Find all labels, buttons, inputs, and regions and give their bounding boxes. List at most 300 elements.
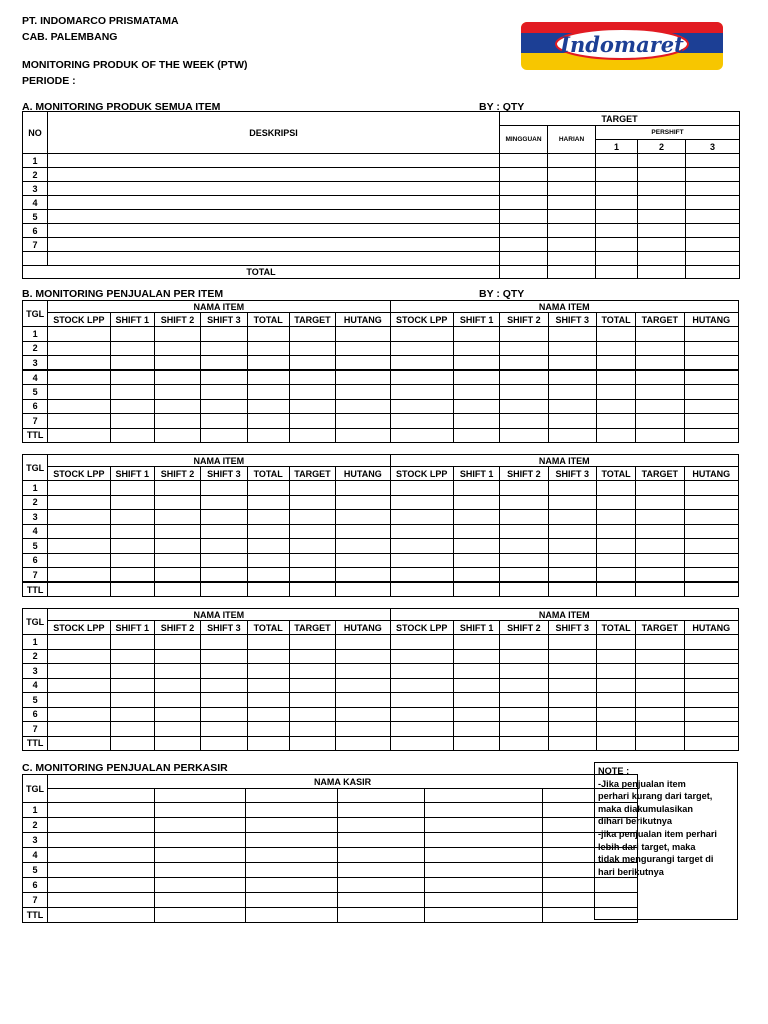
- input-cell[interactable]: [390, 707, 453, 722]
- input-cell[interactable]: [289, 481, 335, 496]
- input-cell[interactable]: [548, 196, 596, 210]
- input-cell[interactable]: [336, 722, 390, 737]
- input-cell[interactable]: [684, 428, 739, 443]
- input-cell[interactable]: [246, 803, 338, 818]
- input-cell[interactable]: [453, 356, 499, 371]
- input-cell[interactable]: [48, 693, 110, 708]
- input-cell[interactable]: [500, 428, 548, 443]
- input-cell[interactable]: [289, 707, 335, 722]
- input-cell[interactable]: [48, 481, 110, 496]
- input-cell[interactable]: [48, 210, 500, 224]
- input-cell[interactable]: [453, 495, 499, 510]
- input-cell[interactable]: [336, 385, 390, 400]
- input-cell[interactable]: [636, 678, 684, 693]
- input-cell[interactable]: [48, 510, 110, 525]
- input-cell[interactable]: [548, 356, 596, 371]
- input-cell[interactable]: [48, 893, 155, 908]
- input-cell[interactable]: [636, 722, 684, 737]
- input-cell[interactable]: [246, 893, 338, 908]
- input-cell[interactable]: [596, 182, 638, 196]
- input-cell[interactable]: [390, 327, 453, 342]
- input-cell[interactable]: [453, 664, 499, 679]
- input-cell[interactable]: [684, 414, 739, 429]
- input-cell[interactable]: [201, 736, 247, 751]
- input-cell[interactable]: [453, 635, 499, 650]
- input-cell[interactable]: [684, 524, 739, 539]
- input-cell[interactable]: [110, 664, 154, 679]
- input-cell[interactable]: [154, 707, 200, 722]
- input-cell[interactable]: [390, 428, 453, 443]
- input-cell[interactable]: [48, 553, 110, 568]
- input-cell[interactable]: [548, 341, 596, 356]
- input-cell[interactable]: [596, 370, 635, 385]
- input-cell[interactable]: [110, 722, 154, 737]
- input-cell[interactable]: [246, 863, 338, 878]
- input-cell[interactable]: [48, 168, 500, 182]
- input-cell[interactable]: [548, 168, 596, 182]
- input-cell[interactable]: [154, 414, 200, 429]
- input-cell[interactable]: [48, 252, 500, 266]
- input-cell[interactable]: [686, 196, 740, 210]
- input-cell[interactable]: [684, 399, 739, 414]
- input-cell[interactable]: [48, 818, 155, 833]
- input-cell[interactable]: [48, 568, 110, 583]
- input-cell[interactable]: [596, 568, 635, 583]
- input-cell[interactable]: [201, 510, 247, 525]
- input-cell[interactable]: [48, 878, 155, 893]
- input-cell[interactable]: [390, 635, 453, 650]
- input-cell[interactable]: [548, 238, 596, 252]
- input-cell[interactable]: [289, 495, 335, 510]
- input-cell[interactable]: [500, 238, 548, 252]
- input-cell[interactable]: [154, 568, 200, 583]
- input-cell[interactable]: [289, 635, 335, 650]
- input-cell[interactable]: [636, 736, 684, 751]
- input-cell[interactable]: [684, 539, 739, 554]
- input-cell[interactable]: [154, 510, 200, 525]
- input-cell[interactable]: [500, 370, 548, 385]
- input-cell[interactable]: [48, 664, 110, 679]
- input-cell[interactable]: [247, 736, 289, 751]
- input-cell[interactable]: [48, 539, 110, 554]
- input-cell[interactable]: [596, 168, 638, 182]
- input-cell[interactable]: [425, 863, 543, 878]
- input-cell[interactable]: [548, 553, 596, 568]
- input-cell[interactable]: [289, 428, 335, 443]
- input-cell[interactable]: [201, 649, 247, 664]
- input-cell[interactable]: [201, 722, 247, 737]
- input-cell[interactable]: [638, 210, 686, 224]
- input-cell[interactable]: [48, 327, 110, 342]
- input-cell[interactable]: [155, 818, 246, 833]
- input-cell[interactable]: [110, 693, 154, 708]
- input-cell[interactable]: [48, 678, 110, 693]
- input-cell[interactable]: [453, 385, 499, 400]
- input-cell[interactable]: [155, 803, 246, 818]
- input-cell[interactable]: [500, 224, 548, 238]
- input-cell[interactable]: [684, 582, 739, 597]
- input-cell[interactable]: [48, 635, 110, 650]
- input-cell[interactable]: [390, 693, 453, 708]
- input-cell[interactable]: [246, 908, 338, 923]
- input-cell[interactable]: [500, 356, 548, 371]
- input-cell[interactable]: [636, 524, 684, 539]
- input-cell[interactable]: [154, 678, 200, 693]
- input-cell[interactable]: [289, 399, 335, 414]
- input-cell[interactable]: [336, 635, 390, 650]
- input-cell[interactable]: [684, 693, 739, 708]
- input-cell[interactable]: [201, 327, 247, 342]
- input-cell[interactable]: [596, 635, 635, 650]
- input-cell[interactable]: [289, 736, 335, 751]
- input-cell[interactable]: [154, 635, 200, 650]
- input-cell[interactable]: [247, 370, 289, 385]
- input-cell[interactable]: [500, 168, 548, 182]
- input-cell[interactable]: [638, 154, 686, 168]
- input-cell[interactable]: [453, 399, 499, 414]
- input-cell[interactable]: [390, 539, 453, 554]
- input-cell[interactable]: [425, 833, 543, 848]
- input-cell[interactable]: [338, 878, 425, 893]
- input-cell[interactable]: [684, 510, 739, 525]
- input-cell[interactable]: [596, 385, 635, 400]
- item-name-header[interactable]: NAMA ITEM: [48, 455, 390, 467]
- input-cell[interactable]: [684, 707, 739, 722]
- input-cell[interactable]: [110, 385, 154, 400]
- input-cell[interactable]: [636, 414, 684, 429]
- input-cell[interactable]: [638, 266, 686, 279]
- input-cell[interactable]: [247, 327, 289, 342]
- input-cell[interactable]: [154, 356, 200, 371]
- input-cell[interactable]: [686, 238, 740, 252]
- input-cell[interactable]: [684, 722, 739, 737]
- input-cell[interactable]: [336, 370, 390, 385]
- input-cell[interactable]: [500, 399, 548, 414]
- input-cell[interactable]: [636, 582, 684, 597]
- input-cell[interactable]: [636, 385, 684, 400]
- input-cell[interactable]: [247, 539, 289, 554]
- input-cell[interactable]: [201, 568, 247, 583]
- input-cell[interactable]: [289, 582, 335, 597]
- input-cell[interactable]: [154, 385, 200, 400]
- input-cell[interactable]: [686, 182, 740, 196]
- input-cell[interactable]: [48, 399, 110, 414]
- input-cell[interactable]: [548, 224, 596, 238]
- input-cell[interactable]: [246, 833, 338, 848]
- cashier-cell[interactable]: [246, 789, 338, 803]
- input-cell[interactable]: [453, 678, 499, 693]
- input-cell[interactable]: [247, 481, 289, 496]
- input-cell[interactable]: [336, 693, 390, 708]
- input-cell[interactable]: [48, 356, 110, 371]
- input-cell[interactable]: [336, 356, 390, 371]
- input-cell[interactable]: [155, 833, 246, 848]
- input-cell[interactable]: [500, 414, 548, 429]
- input-cell[interactable]: [548, 582, 596, 597]
- input-cell[interactable]: [289, 722, 335, 737]
- input-cell[interactable]: [154, 582, 200, 597]
- input-cell[interactable]: [247, 693, 289, 708]
- input-cell[interactable]: [201, 399, 247, 414]
- input-cell[interactable]: [48, 707, 110, 722]
- input-cell[interactable]: [453, 370, 499, 385]
- input-cell[interactable]: [636, 649, 684, 664]
- input-cell[interactable]: [500, 678, 548, 693]
- input-cell[interactable]: [390, 341, 453, 356]
- input-cell[interactable]: [201, 356, 247, 371]
- input-cell[interactable]: [453, 327, 499, 342]
- item-name-header[interactable]: NAMA ITEM: [48, 609, 390, 621]
- input-cell[interactable]: [110, 678, 154, 693]
- input-cell[interactable]: [638, 252, 686, 266]
- input-cell[interactable]: [500, 664, 548, 679]
- input-cell[interactable]: [596, 327, 635, 342]
- input-cell[interactable]: [596, 495, 635, 510]
- input-cell[interactable]: [390, 678, 453, 693]
- input-cell[interactable]: [548, 539, 596, 554]
- input-cell[interactable]: [500, 210, 548, 224]
- input-cell[interactable]: [638, 224, 686, 238]
- input-cell[interactable]: [500, 649, 548, 664]
- input-cell[interactable]: [48, 495, 110, 510]
- input-cell[interactable]: [201, 370, 247, 385]
- item-name-header[interactable]: NAMA ITEM: [390, 301, 738, 313]
- input-cell[interactable]: [110, 327, 154, 342]
- input-cell[interactable]: [154, 693, 200, 708]
- input-cell[interactable]: [154, 539, 200, 554]
- input-cell[interactable]: [596, 238, 638, 252]
- input-cell[interactable]: [48, 649, 110, 664]
- input-cell[interactable]: [390, 582, 453, 597]
- input-cell[interactable]: [390, 510, 453, 525]
- input-cell[interactable]: [453, 341, 499, 356]
- input-cell[interactable]: [201, 414, 247, 429]
- input-cell[interactable]: [686, 252, 740, 266]
- input-cell[interactable]: [596, 356, 635, 371]
- input-cell[interactable]: [500, 510, 548, 525]
- input-cell[interactable]: [548, 154, 596, 168]
- input-cell[interactable]: [548, 385, 596, 400]
- input-cell[interactable]: [453, 481, 499, 496]
- input-cell[interactable]: [336, 707, 390, 722]
- input-cell[interactable]: [390, 649, 453, 664]
- input-cell[interactable]: [390, 495, 453, 510]
- input-cell[interactable]: [636, 495, 684, 510]
- input-cell[interactable]: [289, 356, 335, 371]
- input-cell[interactable]: [500, 266, 548, 279]
- input-cell[interactable]: [684, 736, 739, 751]
- input-cell[interactable]: [596, 649, 635, 664]
- input-cell[interactable]: [154, 524, 200, 539]
- input-cell[interactable]: [500, 341, 548, 356]
- input-cell[interactable]: [289, 693, 335, 708]
- input-cell[interactable]: [390, 664, 453, 679]
- input-cell[interactable]: [336, 399, 390, 414]
- input-cell[interactable]: [247, 428, 289, 443]
- input-cell[interactable]: [48, 803, 155, 818]
- input-cell[interactable]: [596, 582, 635, 597]
- input-cell[interactable]: [636, 327, 684, 342]
- input-cell[interactable]: [110, 510, 154, 525]
- input-cell[interactable]: [48, 908, 155, 923]
- input-cell[interactable]: [48, 196, 500, 210]
- input-cell[interactable]: [336, 553, 390, 568]
- input-cell[interactable]: [110, 495, 154, 510]
- input-cell[interactable]: [201, 385, 247, 400]
- input-cell[interactable]: [110, 481, 154, 496]
- input-cell[interactable]: [453, 582, 499, 597]
- input-cell[interactable]: [684, 481, 739, 496]
- input-cell[interactable]: [453, 524, 499, 539]
- input-cell[interactable]: [596, 693, 635, 708]
- input-cell[interactable]: [636, 553, 684, 568]
- input-cell[interactable]: [48, 182, 500, 196]
- input-cell[interactable]: [686, 168, 740, 182]
- input-cell[interactable]: [201, 539, 247, 554]
- input-cell[interactable]: [154, 399, 200, 414]
- input-cell[interactable]: [684, 635, 739, 650]
- input-cell[interactable]: [500, 736, 548, 751]
- input-cell[interactable]: [48, 370, 110, 385]
- input-cell[interactable]: [636, 428, 684, 443]
- input-cell[interactable]: [48, 428, 110, 443]
- input-cell[interactable]: [425, 818, 543, 833]
- input-cell[interactable]: [425, 908, 543, 923]
- input-cell[interactable]: [453, 693, 499, 708]
- input-cell[interactable]: [338, 893, 425, 908]
- input-cell[interactable]: [110, 399, 154, 414]
- input-cell[interactable]: [500, 385, 548, 400]
- input-cell[interactable]: [596, 736, 635, 751]
- input-cell[interactable]: [110, 649, 154, 664]
- input-cell[interactable]: [500, 722, 548, 737]
- input-cell[interactable]: [110, 582, 154, 597]
- input-cell[interactable]: [247, 678, 289, 693]
- input-cell[interactable]: [48, 582, 110, 597]
- input-cell[interactable]: [596, 553, 635, 568]
- input-cell[interactable]: [548, 693, 596, 708]
- input-cell[interactable]: [155, 878, 246, 893]
- input-cell[interactable]: [154, 370, 200, 385]
- input-cell[interactable]: [336, 678, 390, 693]
- input-cell[interactable]: [155, 848, 246, 863]
- input-cell[interactable]: [289, 510, 335, 525]
- input-cell[interactable]: [289, 327, 335, 342]
- input-cell[interactable]: [596, 722, 635, 737]
- input-cell[interactable]: [201, 495, 247, 510]
- input-cell[interactable]: [636, 341, 684, 356]
- input-cell[interactable]: [638, 196, 686, 210]
- input-cell[interactable]: [336, 582, 390, 597]
- input-cell[interactable]: [247, 495, 289, 510]
- input-cell[interactable]: [596, 664, 635, 679]
- input-cell[interactable]: [201, 428, 247, 443]
- input-cell[interactable]: [338, 848, 425, 863]
- input-cell[interactable]: [638, 182, 686, 196]
- cashier-cell[interactable]: [155, 789, 246, 803]
- input-cell[interactable]: [686, 154, 740, 168]
- input-cell[interactable]: [548, 481, 596, 496]
- input-cell[interactable]: [390, 524, 453, 539]
- input-cell[interactable]: [636, 510, 684, 525]
- input-cell[interactable]: [48, 414, 110, 429]
- input-cell[interactable]: [110, 524, 154, 539]
- input-cell[interactable]: [596, 510, 635, 525]
- input-cell[interactable]: [154, 495, 200, 510]
- input-cell[interactable]: [336, 414, 390, 429]
- input-cell[interactable]: [548, 182, 596, 196]
- input-cell[interactable]: [425, 848, 543, 863]
- input-cell[interactable]: [154, 428, 200, 443]
- input-cell[interactable]: [336, 649, 390, 664]
- input-cell[interactable]: [636, 481, 684, 496]
- input-cell[interactable]: [289, 649, 335, 664]
- input-cell[interactable]: [48, 848, 155, 863]
- input-cell[interactable]: [289, 341, 335, 356]
- input-cell[interactable]: [110, 635, 154, 650]
- input-cell[interactable]: [338, 863, 425, 878]
- input-cell[interactable]: [390, 370, 453, 385]
- input-cell[interactable]: [336, 428, 390, 443]
- input-cell[interactable]: [247, 568, 289, 583]
- input-cell[interactable]: [390, 553, 453, 568]
- input-cell[interactable]: [48, 833, 155, 848]
- input-cell[interactable]: [390, 722, 453, 737]
- input-cell[interactable]: [500, 524, 548, 539]
- input-cell[interactable]: [155, 893, 246, 908]
- input-cell[interactable]: [596, 524, 635, 539]
- input-cell[interactable]: [500, 481, 548, 496]
- input-cell[interactable]: [154, 649, 200, 664]
- input-cell[interactable]: [48, 341, 110, 356]
- input-cell[interactable]: [684, 568, 739, 583]
- input-cell[interactable]: [686, 266, 740, 279]
- input-cell[interactable]: [48, 524, 110, 539]
- input-cell[interactable]: [336, 664, 390, 679]
- input-cell[interactable]: [548, 664, 596, 679]
- input-cell[interactable]: [684, 649, 739, 664]
- input-cell[interactable]: [453, 707, 499, 722]
- input-cell[interactable]: [201, 707, 247, 722]
- input-cell[interactable]: [684, 356, 739, 371]
- input-cell[interactable]: [247, 722, 289, 737]
- input-cell[interactable]: [336, 327, 390, 342]
- input-cell[interactable]: [453, 428, 499, 443]
- input-cell[interactable]: [684, 495, 739, 510]
- input-cell[interactable]: [636, 635, 684, 650]
- input-cell[interactable]: [289, 414, 335, 429]
- input-cell[interactable]: [247, 510, 289, 525]
- input-cell[interactable]: [336, 524, 390, 539]
- cashier-cell[interactable]: [338, 789, 425, 803]
- input-cell[interactable]: [247, 553, 289, 568]
- input-cell[interactable]: [638, 238, 686, 252]
- input-cell[interactable]: [548, 370, 596, 385]
- input-cell[interactable]: [201, 582, 247, 597]
- input-cell[interactable]: [684, 664, 739, 679]
- input-cell[interactable]: [48, 722, 110, 737]
- input-cell[interactable]: [201, 481, 247, 496]
- input-cell[interactable]: [500, 635, 548, 650]
- input-cell[interactable]: [548, 649, 596, 664]
- input-cell[interactable]: [289, 678, 335, 693]
- input-cell[interactable]: [247, 356, 289, 371]
- input-cell[interactable]: [636, 693, 684, 708]
- input-cell[interactable]: [110, 553, 154, 568]
- input-cell[interactable]: [686, 210, 740, 224]
- input-cell[interactable]: [154, 327, 200, 342]
- input-cell[interactable]: [336, 341, 390, 356]
